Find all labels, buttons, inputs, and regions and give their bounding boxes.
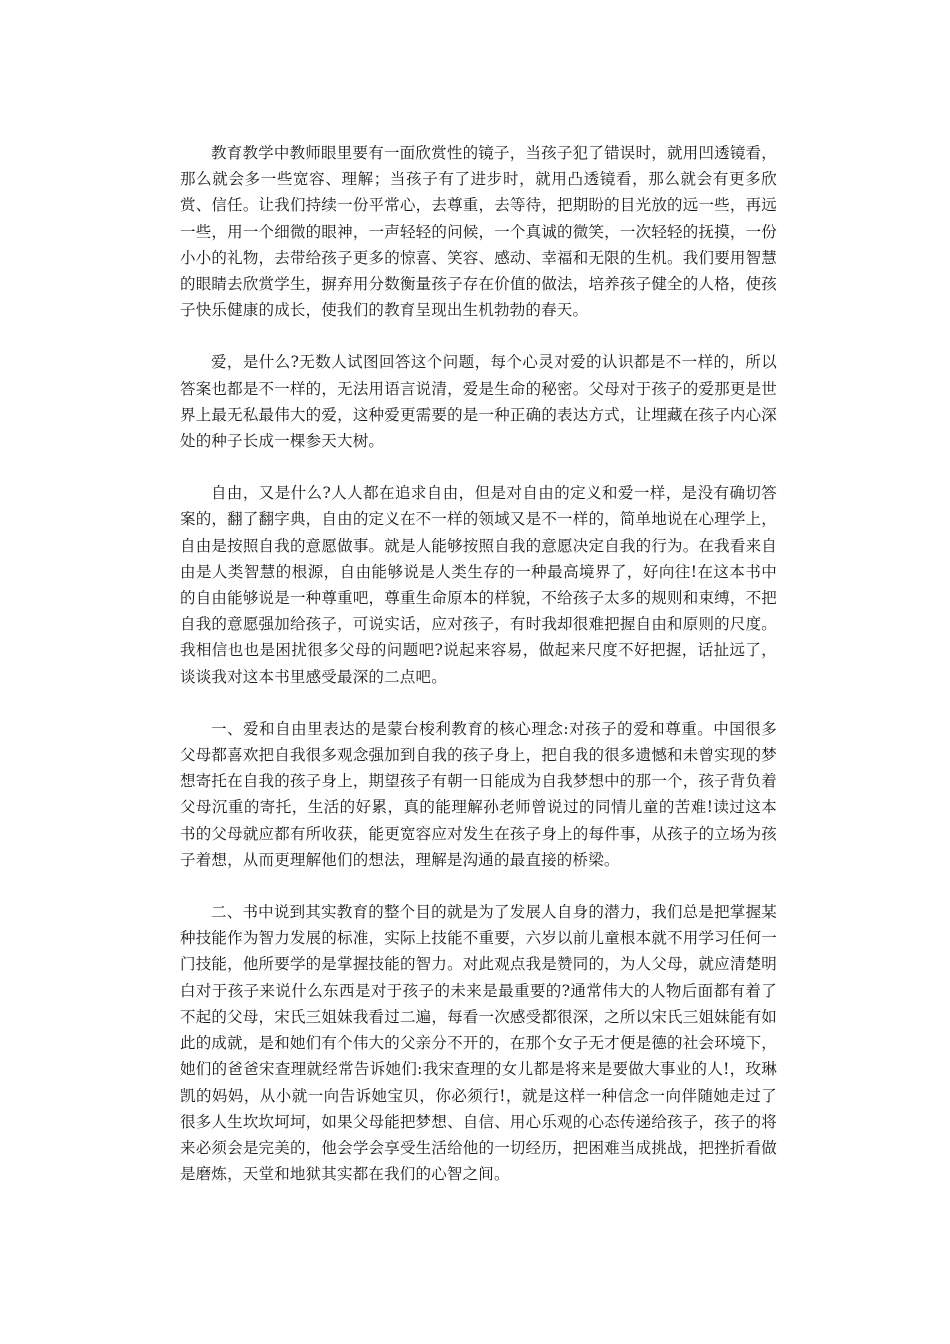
paragraph-point-one: 一、爱和自由里表达的是蒙台梭利教育的核心理念:对孩子的爱和尊重。中国很多父母都喜欢把自我很多观念强加到自我的孩子身上，把自我的很多遗憾和未曾实现的梦想寄托在自我的孩子身上，期望孩子有朝一日能成为自我梦想中的那一个，孩子背负着父母沉重的寄托，生活的好累，真的能理解孙老师曾说过的同情儿童的苦难!读过这本书的父母就应都有所收获，能更宽容应对发生在孩子身上的每件事，从孩子的立场为孩子着想，从而更理解他们的想法，理解是沟通的最直接的桥梁。 xyxy=(180,719,777,869)
paragraph-appreciation-mirror: 教育教学中教师眼里要有一面欣赏性的镜子，当孩子犯了错误时，就用凹透镜看，那么就会多一些宽容、理解；当孩子有了进步时，就用凸透镜看，那么就会有更多欣赏、信任。让我们持续一份平常心，去尊重，去等待，把期盼的目光放的远一些，再远一些，用一个细微的眼神，一声轻轻的问候，一个真诚的微笑，一次轻轻的抚摸，一份小小的礼物，去带给孩子更多的惊喜、笑容、感动、幸福和无限的生机。我们要用智慧的眼睛去欣赏学生，摒弃用分数衡量孩子存在价值的做法，培养孩子健全的人格，使孩子快乐健康的成长，使我们的教育呈现出生机勃勃的春天。 xyxy=(180,144,777,320)
paragraph-point-two: 二、书中说到其实教育的整个目的就是为了发展人自身的潜力，我们总是把掌握某种技能作为智力发展的标准，实际上技能不重要，六岁以前儿童根本就不用学习任何一门技能，他所要学的是掌握技能的智力。对此观点我是赞同的，为人父母，就应清楚明白对于孩子来说什么东西是对于孩子的未来是最重要的?通常伟大的人物后面都有着了不起的父母，宋氏三姐妹我看过二遍，每看一次感受都很深，之所以宋氏三姐妹能有如此的成就，是和她们有个伟大的父亲分不开的，在那个女子无才便是德的社会环境下，她们的爸爸宋查理就经常告诉她们:我宋查理的女儿都是将来是要做大事业的人!，玫琳凯的妈妈，从小就一向告诉她宝贝，你必须行!，就是这样一种信念一向伴随她走过了很多人生坎坎坷坷，如果父母能把梦想、自信、用心乐观的心态传递给孩子，孩子的将来必须会是完美的，他会学会享受生活给他的一切经历，把困难当成挑战，把挫折看做是磨炼，天堂和地狱其实都在我们的心智之间。 xyxy=(180,903,777,1184)
document-body xyxy=(180,140,777,1213)
paragraph-what-is-love: 爱，是什么?无数人试图回答这个问题，每个心灵对爱的认识都是不一样的，所以答案也都是不一样的，无法用语言说清，爱是生命的秘密。父母对于孩子的爱那更是世界上最无私最伟大的爱，这种爱更需要的是一种正确的表达方式，让埋藏在孩子内心深处的种子长成一棵参天大树。 xyxy=(180,353,777,451)
paragraph-what-is-freedom: 自由，又是什么?人人都在追求自由，但是对自由的定义和爱一样，是没有确切答案的，翻了翻字典，自由的定义在不一样的领域又是不一样的，简单地说在心理学上，自由是按照自我的意愿做事。就是人能够按照自我的意愿决定自我的行为。在我看来自由是人类智慧的根源，自由能够说是人类生存的一种最高境界了，好向往!在这本书中的自由能够说是一种尊重吧，尊重生命原本的样貌，不给孩子太多的规则和束缚，不把自我的意愿强加给孩子，可说实话，应对孩子，有时我却很难把握自由和原则的尺度。我相信也也是困扰很多父母的问题吧?说起来容易，做起来尺度不好把握，话扯远了，谈谈我对这本书里感受最深的二点吧。 xyxy=(180,484,777,686)
